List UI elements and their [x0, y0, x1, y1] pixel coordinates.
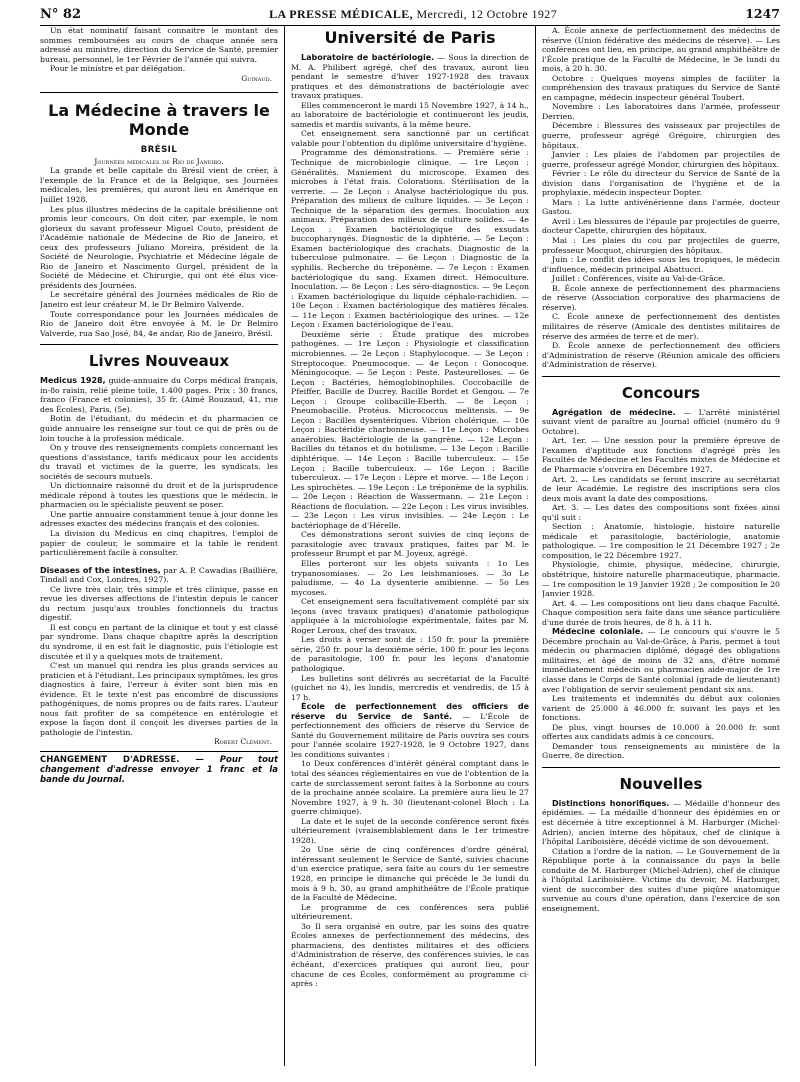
paragraph: Octobre : Quelques moyens simples de faciliter la compréhension des travaux pratiques du Service de Santé en campagne, médecin inspecteur général Toubert.	[541, 73, 780, 102]
article	[542, 627, 780, 694]
paragraph: C. École annexe de perfectionnement des dentistes militaires de réserve (Amicale des dentistes militaires de réserve des armées de terre et de mer).	[541, 312, 780, 341]
section-heading-universite: Université de Paris	[324, 28, 496, 47]
paragraph: Décembre : Blessures des vaisseaux par projectiles de guerre, professeur agrégé Grégoire, chirurgien des hôpitaux.	[541, 121, 780, 150]
paragraph: Avril : Les blessures de l'épaule par projectiles de guerre, docteur Capette, chirurgien des hôpitaux.	[541, 216, 780, 236]
article	[291, 702, 529, 759]
paragraph: Cet enseignement sera facultativement complété par six leçons (avec travaux pratiques) d'anatomie pathologique appliquée à la microbiologie expérimentale, faites par M. Roger Leroux, chef des travaux.	[290, 597, 529, 635]
page-number: 1247	[745, 6, 780, 21]
columns	[40, 26, 780, 1066]
paragraph: Les plus illustres médecins de la capitale brésilienne ont promis leur concours. On doit citer, par exemple, le nom glorieux du savant professeur Miguel Couto, président de l'Académie nationale de Médecine de Rio de Janeiro, et ceux des professeurs Juliano Moreira, président de la Société de Neurologie, Psychiatrie et Médecine légale de Rio de Janeiro et Nascimento Gurgel, président de la Société de Médecine et Chirurgie, qui ont été élus vice-présidents des Journées.	[40, 204, 279, 290]
paragraph: Deuxième série : Étude pratique des microbes pathogènes. — 1re Leçon : Physiologie et classification microbiennes. — 2e Leçon : Staphylocoque. — 3e Leçon : Streptocoque. Pneumocoque. — 4e Leçon : Gonocoque. Méningocoque. — 5e Leçon : Peste. Pasteurelloses. — 6e Leçon : Bactéries, hémoglobinophiles. Coccobacille de Pfeiffer, Bacille de Ducrey. Bacille Bordet et Gengou. — 7e Leçon : Groupe colibacille-Eberth. — 8e Leçon : Pneumobacille. Protéus. Micrococcus melitensis. — 9e Leçon : Bacilles dysentériques. Vibrion cholérique. — 10e Leçon : Bactéridie charbonneuse. — 11e Leçon : Microbes anaérobies. Bactériologie de la gangrène. — 12e Leçon : Bacilles du tétanos et du botulisme. — 13e Leçon : Bacille diphtérique. — 14e Leçon : Bacille tuberculeux. — 15e Leçon : Bacille tuberculeux. — 16e Leçon : Bacille tuberculeux. — 17e Leçon : Lèpre et morve. — 18e Leçon : Les spirochètes. — 19e Leçon : Le tréponème de la syphilis. — 20e Leçon : Réaction de Wassermann. — 21e Leçon : Réactions de floculation. — 22e Leçon : Les virus invisibles. — 23e Leçon : Les virus invisibles. — 24e Leçon : Le bactériophage de d'Hérelle.	[290, 329, 529, 530]
signature: Robert Clément.	[213, 737, 273, 747]
book-title: Diseases of the intestines,	[40, 565, 161, 575]
article-title: École de perfectionnement des officiers de réserve du Service de Santé.	[290, 702, 529, 721]
article-text: — Sous la direction de M. A. Philibert agrégé, chef des travaux, auront lieu pendant le semestre d'hiver 1927-1928 des travaux pratiques et des démonstrations de bactériologie avec travaux pratiques.	[290, 53, 529, 101]
column-right	[542, 26, 780, 1066]
paragraph: 3o Il sera organisé en outre, par les soins des quatre Écoles annexes de perfectionnement des médecins, des pharmaciens, des dentistes militaires et des officiers d'Administration de réserve, des conférences suivies, le cas échéant, d'exercices pratiques qui auront lieu, pour chacune de ces Écoles, conformément au programme ci-après :	[290, 921, 529, 989]
address-change-notice	[40, 751, 278, 785]
journal-title	[269, 7, 557, 22]
paragraph: Les bulletins sont délivrés au secrétariat de la Faculté (guichet no 4), les lundis, mercredis et vendredis, de 15 à 17 h.	[290, 673, 529, 702]
paragraph: A. École annexe de perfectionnement des médecins de réserve (Union fédérative des médecins de réserve). — Les conférences ont lieu, en principe, au grand amphithéâtre de l'École pratique de la Faculté de Médecine, le 3e lundi du mois, à 20 h. 30.	[541, 26, 780, 74]
paragraph: 2o Une série de cinq conférences d'ordre général, intéressant seulement le Service de Santé, suivies chacune d'un exercice pratique, sera faite au cours du 1er semestre 1928, en principe le dimanche qui précède le 3e lundi du mois à 9 h. 30, au grand amphithéâtre de l'École pratique de la Faculté de Médecine.	[290, 845, 529, 903]
issue-date: Mercredi, 12 Octobre 1927	[416, 7, 558, 21]
paragraph: Juillet : Conférences, visite au Val-de-Grâce.	[551, 274, 726, 284]
paragraph: Art. 1er. — Une session pour la première épreuve de l'examen d'aptitude aux fonctions d'agrégé près les Facultés de Médecine et les Facultés mixtes de Médecine et de Pharmacie s'ouvrira en Décembre 1927.	[541, 436, 780, 474]
signature: Guinaud.	[241, 73, 273, 83]
paragraph: B. École annexe de perfectionnement des pharmaciens de réserve (Association corporative des pharmaciens de réserve).	[541, 283, 780, 312]
paragraph: Elles porteront sur les objets suivants : 1o Les trypanosomiases. — 2o Les leishmanioses. — 3o Le paludisme. — 4o La dysenterie amibienne. — 5o Les mycoses.	[290, 558, 529, 597]
paragraph: On y trouve des renseignements complets concernant les questions d'assistance, tarifs médicaux pour les accidents du travail et victimes de la guerre, les syndicats, les sociétés de secours mutuels.	[40, 443, 279, 481]
paragraph: Un état nominatif faisant connaitre le montant des sommes remboursées au cours de chaque année sera adressé au ministre, direction du Service de Santé, premier bureau, personnel, le 1er Février de l'année qui suivra.	[40, 26, 279, 64]
section-heading-monde: La Médecine à travers le Monde	[40, 92, 278, 139]
article-text: — Médaille d'honneur des épidémies. — La médaille d'honneur des épidémies en or est décernée à titre exceptionnel à M. Harburger (Michel-Adrien), ancien interne des hôpitaux, chef de clinique à l'hôpital Lariboisière, décédé victime de son dévouement.	[541, 798, 780, 847]
journal-name: LA PRESSE MÉDICALE,	[269, 7, 414, 21]
book-details: guide-annuaire du Corps médical français, in-8o raisin, relié pleine toile, 1.400 pages. Prix : 30 francs, franco (France et colonies), 35 fr. (Aimé Rouzaud, 41, rue des Écoles), Paris, (5e).	[40, 376, 279, 414]
paragraph: Le programme de ces conférences sera publié ultérieurement.	[290, 902, 529, 922]
paragraph: Pour le ministre et par délégation.	[50, 64, 186, 74]
paragraph: Juin : Le conflit des idées sous les tropiques, le médecin d'influence, médecin principal Abattucci.	[541, 255, 780, 274]
notice-label: CHANGEMENT D'ADRESSE. —	[40, 755, 204, 765]
article	[542, 408, 780, 437]
paragraph: Les traitements et indemnités du début aux colonies varient de 25.000 à 46.000 fr. suivant les pays et les fonctions.	[541, 694, 780, 723]
paragraph: Il est conçu en partant de la clinique et tout y est classé par syndrome. Dans chaque chapitre après la description du syndrome, il en est fait le diagnostic, puis l'étiologie est discutée et il y a quelques mots de traitement.	[40, 622, 279, 661]
paragraph: Les droits à verser sont de : 150 fr. pour la première série, 250 fr. pour la deuxième série, 100 fr. pour les leçons de parasitologie, 100 fr. pour les leçons d'anatomie pathologique.	[290, 635, 529, 673]
book-details: par A. P. Cawadias (Bailliére, Tindall and Cox, Londres, 1927).	[40, 565, 279, 585]
article-title: Médecine coloniale.	[551, 627, 644, 637]
paragraph: Demander tous renseignements au ministère de la Guerre, 8e direction.	[541, 741, 780, 761]
column-rule	[535, 26, 536, 1066]
column-rule	[284, 26, 285, 1066]
paragraph: Mai : Les plaies du cou par projectiles de guerre, professeur Mocquot, chirurgien des hôpitaux.	[541, 236, 780, 255]
article	[291, 53, 529, 101]
paragraph: La date et le sujet de la seconde conférence seront fixés ultérieurement (vraisemblablement dans le 1er trimestre 1928).	[290, 816, 529, 845]
article-text: — L'arrêté ministériel suivant vient de paraître au Journal officiel (numéro du 9 Octobre).	[541, 407, 780, 436]
article-text: — L'École de perfectionnement des officiers de réserve du Service de Santé du Gouvernement militaire de Paris ouvrira ses cours pour l'année scolaire 1927-1928, le 9 Octobre 1927, dans les conditions suivantes :	[290, 711, 529, 759]
paragraph: Novembre : Les laboratoires dans l'armée, professeur Derrien.	[541, 102, 780, 121]
notice-text: Pour tout changement d'adresse envoyer 1 franc et la bande du Journal.	[40, 755, 279, 785]
paragraph: 1o Deux conférences d'intérêt général comptant dans le total des séances réglementaires en vue de l'obtention de la carte de surclassement seront faites à la Sorbonne au cours de la prochaine année scolaire. La première aura lieu le 27 Novembre 1927, à 9 h. 30 (lieutenant-colonel Bloch : La guerre chimique).	[290, 759, 529, 817]
paragraph: Art. 2. — Les candidats se feront inscrire au secrétariat de leur Académie. Le registre des inscriptions sera clos deux mois avant la date des compositions.	[541, 474, 780, 503]
paragraph: Physiologie, chimie, physique, médecine, chirurgie, obstétrique, histoire naturelle pharmaceutique, pharmacie. — 1re composition le 19 Janvier 1928 ; 2e composition le 20 Janvier 1928.	[541, 560, 780, 599]
paragraph: Février : Le rôle du directeur du Service de Santé de la division dans l'organisation de l'hygiène et de la prophylaxie, médecin inspecteur Dopter.	[541, 169, 780, 198]
paragraph: D. École annexe de perfectionnement des officiers d'Administration de réserve (Réunion amicale des officiers d'Administration de réserve).	[541, 341, 780, 370]
paragraph: La division du Medicus en cinq chapitres, l'emploi de papier de couleur, le sommaire et la table le rendent particulièrement facile à consulter.	[40, 528, 279, 558]
paragraph: Citation a l'ordre de la nation. — Le Gouvernement de la République porte à la connaissance du pays la belle conduite de M. Harburger (Michel-Adrien), chef de clinique à l'hôpital Lariboisière. Victime du devoir, M. Harburger, vient de succomber des suites d'une piqûre anatomique survenue au cours d'une opération, dans l'exercice de son enseignement.	[541, 846, 780, 913]
paragraph: Art. 4. — Les compositions ont lieu dans chaque Faculté. Chaque composition sera faite dans une séance particulière d'une durée de trois heures, de 8 h. à 11 h.	[541, 598, 780, 627]
section-heading-livres: Livres Nouveaux	[40, 344, 278, 370]
column-middle	[291, 26, 529, 1066]
article-title: Distinctions honorifiques.	[551, 798, 670, 808]
section-heading-nouvelles: Nouvelles	[542, 767, 780, 793]
paragraph: Programme des démonstrations. — Première série : Technique de microbiologie clinique. — 1re Leçon : Généralités. Maniement du microscope. Examen des microbes à l'état frais. Colorations. Stérilisation de la verrerie. — 2e Leçon : Analyse bactériologique du pus. Préparation des milieux de culture liquides. — 3e Leçon : Technique de la séparation des germes. Inoculation aux animaux. Préparation des milieux de culture solides. — 4e Leçon : Examen bactériologique des exsudats buccopharyngés. Diagnostic de la diphtérie. — 5e Leçon : Examen bactériologique des crachats. Diagnostic de la tuberculose pulmonaire. — 6e Leçon : Diagnostic de la syphilis. Recherche du tréponème. — 7e Leçon : Examen bactériologique du sang. Examen direct. Hémoculture. Inoculation. — 8e Leçon : Les séro-diagnostics. — 9e Leçon : Examen bactériologique du liquide céphalo-rachidien. — 10e Leçon : Examen bactériologique des matières fécales. — 11e Leçon : Examen bactériologique des urines. — 12e Leçon : Examen bactériologique de l'eau.	[290, 148, 529, 330]
column-left	[40, 26, 278, 1066]
paragraph: Un dictionnaire raisonné du droit et de la jurisprudence médicale répond à toutes les questions que le médecin, le pharmacien ou le spécialiste peuvent se poser.	[40, 481, 279, 510]
paragraph: Une partie annuaire constamment tenue à jour donne les adresses exactes des médecins français et des colonies.	[40, 509, 279, 529]
paragraph: C'est un manuel qui rendra les plus grands services au praticien et à l'étudiant. Les principaux symptômes, les gros diagnostics à faire, l'erreur à éviter sont bien mis en évidence. Et le texte n'est pas encombré de discussions pathogéniques, de noms propres ou de faits rares. L'auteur nous fait profiter de sa compétence en entérologie et expose la façon dont il conçoit les diverses parties de la pathologie de l'intestin.	[40, 661, 279, 737]
paragraph: Art. 3. — Les dates des compositions sont fixées ainsi qu'il suit :	[541, 503, 780, 522]
running-header	[40, 4, 780, 26]
paragraph: De plus, vingt bourses de 10.000 à 20.000 fr. sont offertes aux candidats admis à ce concours.	[541, 722, 780, 742]
paragraph: Ces démonstrations seront suivies de cinq leçons de parasitologie avec travaux pratiques, faites par M. le professeur Brumpt et par M. Joyeux, agrégé.	[290, 530, 529, 559]
country-heading: BRÉSIL	[140, 145, 178, 156]
subheading: Journées médicales de Rio de Janeiro.	[94, 156, 224, 166]
section-heading-concours: Concours	[542, 376, 780, 402]
paragraph: Toute correspondance pour les Journées médicales de Rio de Janeiro doit être envoyée à M. le Dr Belmiro Valverde, rua Sao José, 84, 4e andar, Rio de Janeiro, Brésil.	[40, 309, 279, 338]
paragraph: Ce livre très clair, très simple et très clinique, passe en revue les diverses affections de l'intestin depuis le cancer du rectum jusqu'aux troubles fonctionnels du tractus digestif.	[40, 584, 279, 623]
article-text: — Le concours qui s'ouvre le 5 Décembre prochain au Val-de-Grâce, à Paris, permet à tout médecin ou pharmacien diplômé, dégagé des obligations militaires, et âgé de moins de 32 ans, d'être nommé immédiatement médecin ou pharmacien aide-major de 1re classe dans le Corps de Santé colonial (grade de lieutenant) avec l'obligation de servir seulement pendant six ans.	[541, 627, 780, 694]
paragraph: Janvier : Les plaies de l'abdomen par projectiles de guerre, professeur agrégé Mondor, chirurgien des hôpitaux.	[541, 150, 780, 169]
article	[542, 799, 780, 847]
paragraph: Le secrétaire général des Journées médicales de Rio de Janeiro est leur créateur M. le Dr Belmiro Valverde.	[40, 290, 279, 310]
paragraph: La grande et belle capitale du Brésil vient de créer, à l'exemple de la France et de la Belgique, ses Journées médicales, les premières, qui auront lieu en Amérique en Juillet 1928.	[40, 166, 279, 205]
book-title: Medicus 1928,	[40, 376, 106, 386]
paragraph: Cet enseignement sera sanctionné par un certificat valable pour l'obtention du diplôme universitaire d'hygiène.	[290, 129, 529, 148]
paragraph: Botin de l'étudiant, du médecin et du pharmacien ce guide annuaire les renseigne sur tout ce qui de près ou de loin touche à la profession médicale.	[40, 414, 279, 443]
issue-number: N° 82	[40, 7, 81, 22]
paragraph: Section : Anatomie, histologie, histoire naturelle médicale et parasitologie, bactériologie, anatomie pathologique. — 1re composition le 21 Décembre 1927 ; 2e composition, le 22 Décembre 1927.	[541, 522, 780, 560]
book-entry	[40, 566, 278, 585]
article-title: Laboratoire de bactériologie.	[300, 53, 435, 62]
book-entry	[40, 376, 278, 414]
article-title: Agrégation de médecine.	[551, 407, 676, 417]
paragraph: Mars : La lutte antivénérienne dans l'armée, docteur Gastou.	[541, 197, 780, 217]
paragraph: Elles commenceront le mardi 15 Novembre 1927, à 14 h., au laboratoire de bactériologie et continueront les jeudis, samedis et mardis suivants, à la même heure.	[290, 100, 529, 129]
